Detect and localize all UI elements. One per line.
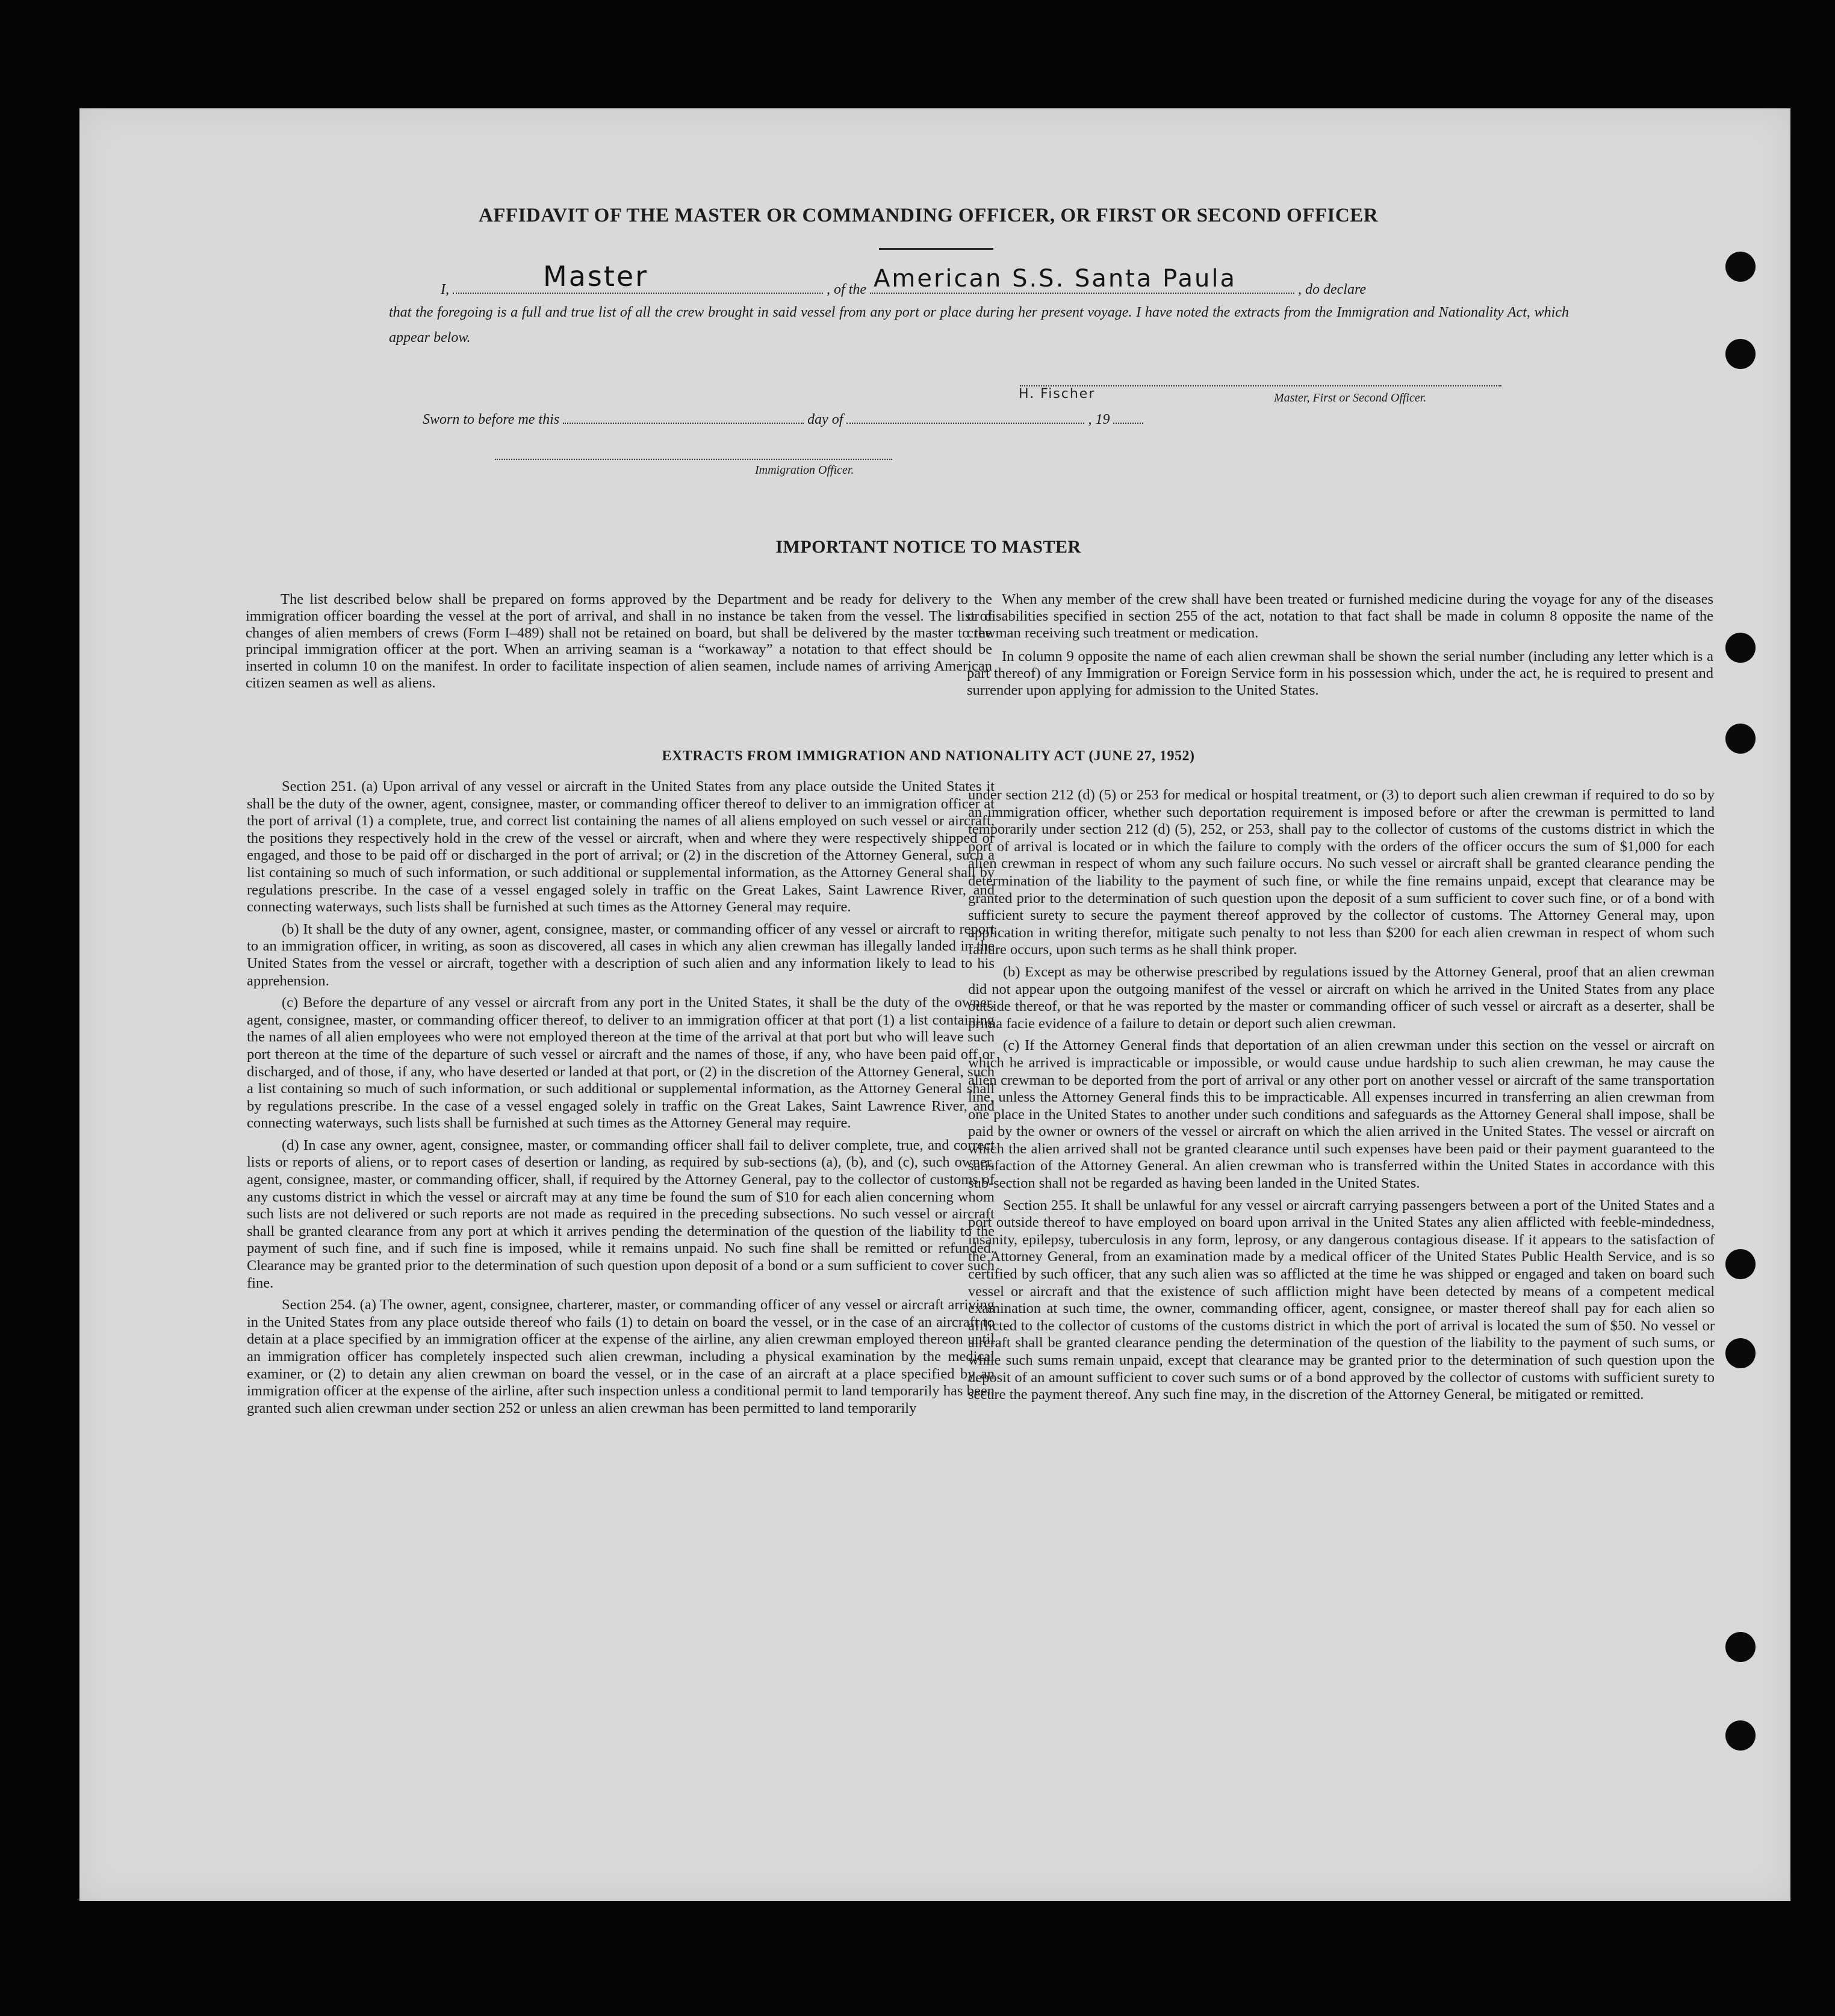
of-the-label: , of the bbox=[827, 282, 866, 297]
notice-right-column bbox=[967, 591, 1713, 704]
notice-left-column bbox=[246, 591, 992, 696]
immigration-officer-line bbox=[495, 457, 892, 460]
sworn-month-field bbox=[846, 411, 1084, 424]
year-label: , 19 bbox=[1088, 412, 1110, 427]
extract-paragraph: under section 212 (d) (5) or 253 for medical or hospital treatment, or (3) to deport such alien crewman if required to do so by an immigration officer, whether such deportation requirement is imposed before or after the crewman is permitted to land temporarily under section 212 (d) (5), 252, or 253, shall pay to the collector of customs of the customs district in which the port of arrival is located or in which the failure to comply with the orders of the officer occurs the sum of $1,000 for each alien crewman in respect of whom any such failure occurs. No such vessel or aircraft shall be granted clearance pending the determination of the liability to the payment of such fine, or while the fine remains unpaid, except that clearance may be granted prior to the determination of such question upon the deposit of a sum sufficient to cover such fine, or of a bond with sufficient surety to secure the payment thereof approved by the collector of customs. The Attorney General may, upon application in writing therefor, mitigate such penalty to not less than $200 for each alien crewman in respect of whom such failure occurs, upon such terms as he shall think proper. bbox=[968, 787, 1715, 958]
punch-hole bbox=[1725, 724, 1756, 754]
sworn-year-field bbox=[1113, 411, 1143, 424]
extracts-right-column bbox=[968, 787, 1715, 1409]
extract-paragraph: Section 251. (a) Upon arrival of any vessel or aircraft in the United States from any place outside the United States it shall be the duty of the owner, agent, consignee, master, or commanding officer thereof to deliver to an immigration officer at the port of arrival (1) a complete, true, and correct list containing the names of all aliens employed on such vessel or aircraft, the positions they respectively hold in the crew of the vessel or aircraft, when and where they were respectively shipped or engaged, and those to be paid off or discharged in the port of arrival; or (2) in the discretion of the Attorney General, such a list containing so much of such information, or such additional or supplemental information, as the Attorney General shall by regulations prescribe. In the case of a vessel engaged solely in traffic on the Great Lakes, Saint Lawrence River, and connecting waterways, such lists shall be furnished at such times as the Attorney General may require. bbox=[247, 778, 995, 916]
extracts-title: EXTRACTS FROM IMMIGRATION AND NATIONALITY ACT (JUNE 27, 1952) bbox=[662, 748, 1195, 764]
punch-hole bbox=[1725, 1720, 1756, 1751]
notice-right-paragraph: In column 9 opposite the name of each alien crewman shall be shown the serial number (including any letter which is a part thereof) of any Immigration or Foreign Service form in his possession which, under the act, he is required to present and surrender upon applying for admission to the United States. bbox=[967, 648, 1713, 698]
notice-title: IMPORTANT NOTICE TO MASTER bbox=[775, 537, 1081, 557]
extract-paragraph: (c) Before the departure of any vessel or aircraft from any port in the United States, it shall be the duty of the owner, agent, consignee, master, or commanding officer thereof, to deliver to an immigration officer at that port (1) a list containing the names of all alien employees who were not employed thereon at the time of the arrival at that port but who will leave such port thereon at the time of the departure of such vessel or aircraft and the names of those, if any, who have been paid off or discharged, and of those, if any, who have deserted or landed at that port, or (2) in the discretion of the Attorney General, such a list containing so much of such information, or such additional or supplemental information, as the Attorney General shall by regulations prescribe. In the case of a vessel engaged solely in traffic on the Great Lakes, Saint Lawrence River, and connecting waterways, such lists shall be furnished at such times as the Attorney General may require. bbox=[247, 994, 995, 1132]
title-rule bbox=[879, 248, 993, 250]
affidavit-title: AFFIDAVIT OF THE MASTER OR COMMANDING OFFICER, OR FIRST OR SECOND OFFICER bbox=[478, 205, 1379, 226]
signature-handwritten: H. Fischer bbox=[1019, 386, 1096, 402]
extract-paragraph: (b) It shall be the duty of any owner, agent, consignee, master, or commanding officer of any vessel or aircraft to report to an immigration officer, in writing, as soon as discovered, all cases in which any alien crewman has illegally landed in the United States from the vessel or aircraft, together with a description of such alien and any information likely to lead to his apprehension. bbox=[247, 920, 995, 989]
extracts-left-column bbox=[247, 778, 995, 1422]
punch-hole bbox=[1725, 252, 1756, 282]
signature-label: Master, First or Second Officer. bbox=[1274, 391, 1427, 405]
declaration-line bbox=[441, 260, 1367, 298]
immigration-officer-label: Immigration Officer. bbox=[755, 464, 854, 477]
do-declare-label: , do declare bbox=[1298, 282, 1367, 297]
affidavit-statement: that the foregoing is a full and true list of all the crew brought in said vessel from any port or place during her present voyage. I have noted the extracts from the Immigration and Nationality Act, which appear below. bbox=[389, 305, 1569, 346]
extract-paragraph: (d) In case any owner, agent, consignee, master, or commanding officer shall fail to deliver complete, true, and correct lists or reports of aliens, or to report cases of desertion or landing, as required by sub-sections (a), (b), and (c), such owner, agent, consignee, master, or commanding officer, shall, if required by the Attorney General, pay to the collector of customs of any customs district in which the vessel or aircraft may at any time be found the sum of $10 for each alien concerning whom such lists are not delivered or such reports are not made as required in the preceding subsections. No such vessel or aircraft shall be granted clearance from any port at which it arrives pending the determination of the question of the liability to the payment of such fine, and if such fine is imposed, while it remains unpaid. No such fine shall be remitted or refunded. Clearance may be granted prior to the determination of such question upon deposit of a bond or a sum sufficient to cover such fine. bbox=[247, 1137, 995, 1291]
punch-hole bbox=[1725, 1632, 1756, 1662]
sworn-label: Sworn to before me this bbox=[423, 412, 560, 427]
officer-field bbox=[453, 260, 823, 294]
vessel-field bbox=[870, 265, 1294, 294]
punch-hole bbox=[1725, 1249, 1756, 1279]
sworn-line bbox=[423, 411, 1143, 428]
pronoun-label: I, bbox=[441, 282, 449, 297]
sworn-date-field bbox=[563, 411, 804, 424]
day-of-label: day of bbox=[807, 412, 843, 427]
vessel-handwritten: American S.S. Santa Paula bbox=[874, 265, 1237, 293]
punch-hole bbox=[1725, 633, 1756, 663]
notice-left-paragraph: The list described below shall be prepared on forms approved by the Department and be ready for delivery to the immigration officer boarding the vessel at the port of arrival, and shall in no instance be taken from the vessel. The list of changes of alien members of crews (Form I–489) shall not be retained on board, but shall be delivered by the master to the principal immigration officer at the port. When an arriving seaman is a “workaway” a notation to that effect should be inserted in column 10 on the manifest. In order to facilitate inspection of alien seamen, include names of arriving American citizen seamen as well as aliens. bbox=[246, 591, 992, 691]
document-page bbox=[79, 108, 1790, 1901]
punch-hole bbox=[1725, 1338, 1756, 1368]
officer-handwritten: Master bbox=[543, 260, 649, 293]
notice-right-paragraph: When any member of the crew shall have been treated or furnished medicine during the voyage for any of the diseases or disabilities specified in section 255 of the act, notation to that fact shall be made in column 8 opposite the name of the crewman receiving such treatment or medication. bbox=[967, 591, 1713, 641]
punch-hole bbox=[1725, 339, 1756, 369]
extract-paragraph: (b) Except as may be otherwise prescribed by regulations issued by the Attorney General, proof that an alien crewman did not appear upon the outgoing manifest of the vessel or aircraft on which he arrived in the United States from any place outside thereof, or that he was reported by the master or commanding officer of such vessel or aircraft as a deserter, shall be prima facie evidence of a failure to detain or deport such alien crewman. bbox=[968, 963, 1715, 1032]
extract-paragraph: Section 255. It shall be unlawful for any vessel or aircraft carrying passengers between a port of the United States and a port outside thereof to have employed on board upon arrival in the United States any alien afflicted with feeble-mindedness, insanity, epilepsy, tuberculosis in any form, leprosy, or any dangerous contagious disease. If it appears to the satisfaction of the Attorney General, from an examination made by a medical officer of the United States Public Health Service, and is so certified by such officer, that any such alien was so afflicted at the time he was shipped or engaged and taken on board such vessel or aircraft and that the existence of such affliction might have been detected by means of a competent medical examination at such time, the owner, commanding officer, agent, consignee, or master thereof shall pay for each alien so afflicted to the collector of customs of the customs district in which the port of arrival is located the sum of $50. No vessel or aircraft shall be granted clearance pending the determination of the question of the liability to the payment of such sums, or while such sums remain unpaid, except that clearance may be granted prior to the determination of such question upon the deposit of an amount sufficient to cover such sums or of a bond approved by the collector of customs with sufficient surety to secure the payment thereof. Any such fine may, in the discretion of the Attorney General, be mitigated or remitted. bbox=[968, 1197, 1715, 1403]
extract-paragraph: (c) If the Attorney General finds that deportation of an alien crewman under this section on the vessel or aircraft on which he arrived is impracticable or impossible, or would cause undue hardship to such alien crewman, he may cause the alien crewman to be deported from the port of arrival or any other port on another vessel or aircraft of the same transportation line, unless the Attorney General finds this to be impracticable. All expenses incurred in transferring an alien crewman from one place in the United States to another under such conditions and safeguards as the Attorney General shall impose, shall be paid by the owner or owners of the vessel or aircraft on which the alien arrived in the United States. The vessel or aircraft on which the alien arrived shall not be granted clearance until such expenses have been paid or their payment guaranteed to the satisfaction of the Attorney General. An alien crewman who is transferred within the United States in accordance with this sub-section shall not be regarded as having been landed in the United States. bbox=[968, 1037, 1715, 1192]
extract-paragraph: Section 254. (a) The owner, agent, consignee, charterer, master, or commanding officer of any vessel or aircraft arriving in the United States from any place outside thereof who fails (1) to detain on board the vessel, or in the case of an aircraft to detain at a place specified by an immigration officer at the expense of the airline, any alien crewman employed thereon until an immigration officer has completely inspected such alien crewman, including a physical examination by the medical examiner, or (2) to detain any alien crewman on board the vessel, or in the case of an aircraft at a place specified by an immigration officer at the expense of the airline, after such inspection unless a conditional permit to land temporarily has been granted such alien crewman under section 252 or unless an alien crewman has been permitted to land temporarily bbox=[247, 1297, 995, 1416]
